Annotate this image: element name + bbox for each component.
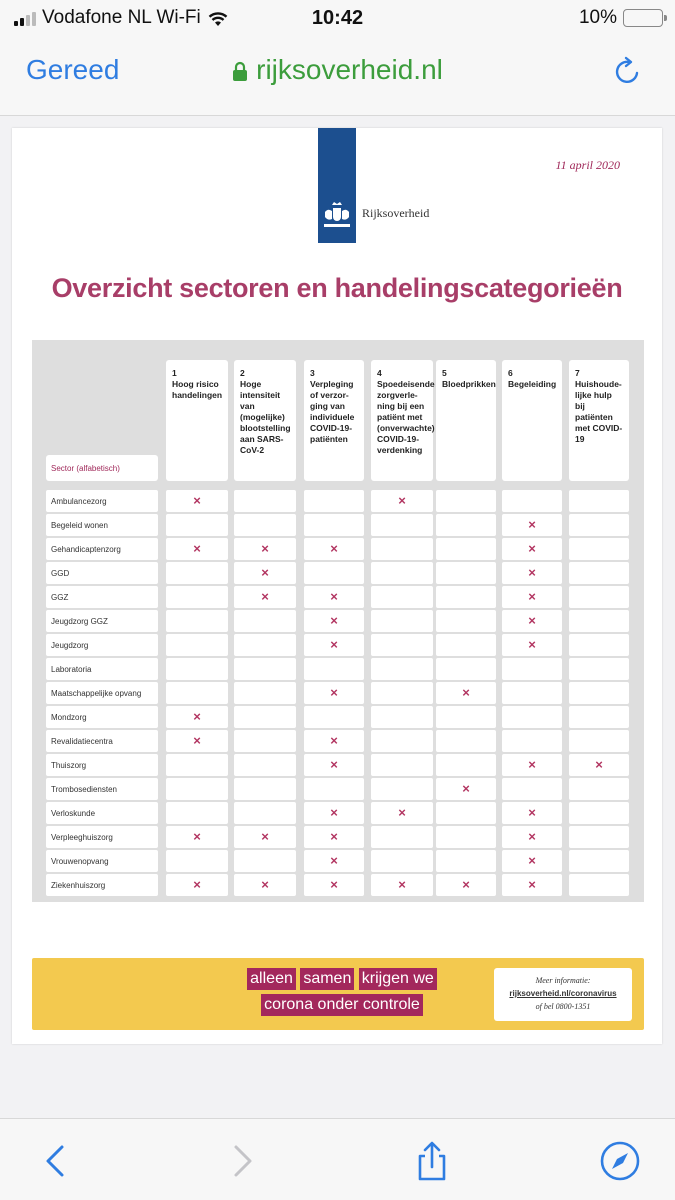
cross-mark-icon: × (304, 586, 364, 608)
cross-mark-icon: × (502, 826, 562, 848)
rijksoverheid-logo (318, 128, 356, 243)
clock: 10:42 (311, 7, 364, 29)
table-row (46, 778, 636, 800)
info-link[interactable]: rijksoverheid.nl/coronavirus (509, 989, 617, 998)
table-row (46, 658, 636, 680)
cross-mark-icon: × (304, 730, 364, 752)
battery-icon (623, 9, 663, 27)
browser-toolbar (0, 1118, 675, 1200)
empty-cell (371, 754, 433, 776)
empty-cell (234, 658, 296, 680)
cross-mark-icon: × (371, 490, 433, 512)
sector-label: Revalidatiecentra (46, 730, 158, 752)
empty-cell (234, 754, 296, 776)
empty-cell (569, 826, 629, 848)
empty-cell (371, 658, 433, 680)
empty-cell (234, 778, 296, 800)
sector-label: Verloskunde (46, 802, 158, 824)
column-label: Hoge intensiteit van (mogelijke) blootstelling aan SARS-CoV-2 (240, 379, 291, 455)
empty-cell (436, 538, 496, 560)
empty-cell (371, 826, 433, 848)
cross-mark-icon: × (234, 826, 296, 848)
empty-cell (436, 730, 496, 752)
cross-mark-icon: × (166, 538, 228, 560)
sector-label: Maatschappelijke opvang (46, 682, 158, 704)
empty-cell (569, 538, 629, 560)
lock-icon (232, 61, 248, 81)
empty-cell (371, 634, 433, 656)
empty-cell (569, 730, 629, 752)
empty-cell (502, 730, 562, 752)
done-button[interactable]: Gereed (26, 54, 120, 85)
empty-cell (166, 610, 228, 632)
slogan-word: corona onder controle (261, 994, 423, 1016)
table-row (46, 850, 636, 872)
column-label: Spoedeisende zorgverle-ning bij een patiënt met (onverwachte) COVID-19-verdenking (377, 379, 435, 455)
empty-cell (436, 850, 496, 872)
cross-mark-icon: × (304, 802, 364, 824)
empty-cell (371, 682, 433, 704)
sector-label: Mondzorg (46, 706, 158, 728)
cross-mark-icon: × (304, 874, 364, 896)
empty-cell (371, 706, 433, 728)
sector-label: Vrouwenopvang (46, 850, 158, 872)
table-row (46, 754, 636, 776)
table-row (46, 586, 636, 608)
empty-cell (436, 634, 496, 656)
empty-cell (304, 514, 364, 536)
empty-cell (304, 658, 364, 680)
empty-cell (502, 682, 562, 704)
empty-cell (569, 682, 629, 704)
cross-mark-icon: × (502, 586, 562, 608)
empty-cell (166, 586, 228, 608)
empty-cell (436, 706, 496, 728)
sector-label: Thuiszorg (46, 754, 158, 776)
cross-mark-icon: × (502, 802, 562, 824)
cross-mark-icon: × (502, 562, 562, 584)
cross-mark-icon: × (436, 682, 496, 704)
empty-cell (304, 562, 364, 584)
empty-cell (166, 514, 228, 536)
cross-mark-icon: × (304, 610, 364, 632)
empty-cell (371, 538, 433, 560)
slogan (232, 968, 452, 1020)
cross-mark-icon: × (304, 826, 364, 848)
sector-label: Ambulancezorg (46, 490, 158, 512)
empty-cell (436, 586, 496, 608)
empty-cell (166, 778, 228, 800)
column-number: 7 (575, 368, 580, 378)
table-row (46, 682, 636, 704)
cross-mark-icon: × (502, 538, 562, 560)
empty-cell (436, 514, 496, 536)
compass-icon[interactable] (600, 1141, 640, 1181)
empty-cell (371, 514, 433, 536)
empty-cell (166, 682, 228, 704)
browser-nav-bar (0, 38, 675, 116)
status-bar (0, 0, 675, 38)
empty-cell (569, 586, 629, 608)
empty-cell (569, 514, 629, 536)
info-box (494, 968, 632, 1021)
empty-cell (166, 562, 228, 584)
cross-mark-icon: × (234, 538, 296, 560)
back-icon[interactable] (36, 1141, 76, 1181)
cross-mark-icon: × (304, 850, 364, 872)
column-label: Huishoude-lijke hulp bij patiënten met COVID-19 (575, 379, 623, 444)
empty-cell (502, 706, 562, 728)
sector-matrix (32, 340, 644, 902)
empty-cell (569, 802, 629, 824)
column-label: Hoog risico handelingen (172, 379, 223, 400)
table-row (46, 538, 636, 560)
slogan-word: krijgen we (359, 968, 437, 990)
cross-mark-icon: × (502, 850, 562, 872)
cross-mark-icon: × (166, 874, 228, 896)
empty-cell (371, 730, 433, 752)
table-row (46, 706, 636, 728)
empty-cell (569, 850, 629, 872)
info-title: Meer informatie: (535, 976, 591, 985)
sector-label: Verpleeghuiszorg (46, 826, 158, 848)
slogan-line-2 (232, 994, 452, 1016)
cross-mark-icon: × (234, 562, 296, 584)
empty-cell (569, 634, 629, 656)
sector-label: Jeugdzorg GGZ (46, 610, 158, 632)
empty-cell (436, 826, 496, 848)
logo-text: Rijksoverheid (362, 206, 430, 220)
empty-cell (436, 490, 496, 512)
empty-cell (502, 490, 562, 512)
empty-cell (166, 634, 228, 656)
table-row (46, 514, 636, 536)
cross-mark-icon: × (502, 874, 562, 896)
slogan-line-1 (232, 968, 452, 990)
cross-mark-icon: × (234, 874, 296, 896)
empty-cell (569, 490, 629, 512)
empty-cell (166, 802, 228, 824)
table-row (46, 730, 636, 752)
empty-cell (304, 706, 364, 728)
cross-mark-icon: × (166, 826, 228, 848)
empty-cell (569, 778, 629, 800)
forward-icon[interactable] (222, 1141, 262, 1181)
empty-cell (234, 490, 296, 512)
sector-label: Begeleid wonen (46, 514, 158, 536)
slogan-word: alleen (247, 968, 296, 990)
column-number: 6 (508, 368, 513, 378)
cross-mark-icon: × (166, 730, 228, 752)
table-row (46, 634, 636, 656)
empty-cell (234, 682, 296, 704)
empty-cell (234, 610, 296, 632)
cross-mark-icon: × (304, 754, 364, 776)
reload-icon[interactable] (613, 56, 643, 86)
cross-mark-icon: × (436, 778, 496, 800)
empty-cell (234, 730, 296, 752)
column-number: 1 (172, 368, 177, 378)
column-header-4 (371, 360, 433, 481)
cross-mark-icon: × (502, 634, 562, 656)
empty-cell (569, 610, 629, 632)
info-phone: of bel 0800-1351 (535, 1002, 591, 1011)
column-number: 4 (377, 368, 382, 378)
sector-label: GGD (46, 562, 158, 584)
empty-cell (304, 490, 364, 512)
empty-cell (569, 874, 629, 896)
empty-cell (436, 802, 496, 824)
document-date: 11 april 2020 (555, 158, 620, 172)
empty-cell (502, 778, 562, 800)
cross-mark-icon: × (234, 586, 296, 608)
table-row (46, 562, 636, 584)
empty-cell (569, 562, 629, 584)
column-header-6 (502, 360, 562, 481)
status-right (579, 7, 663, 29)
battery-percent: 10% (578, 7, 617, 28)
empty-cell (234, 634, 296, 656)
empty-cell (436, 754, 496, 776)
column-number: 2 (240, 368, 245, 378)
empty-cell (304, 778, 364, 800)
column-header-5 (436, 360, 496, 481)
cross-mark-icon: × (502, 754, 562, 776)
page-title: Overzicht sectoren en handelingscategorieën (51, 273, 623, 303)
empty-cell (569, 658, 629, 680)
table-row (46, 874, 636, 896)
cross-mark-icon: × (304, 682, 364, 704)
cross-mark-icon: × (371, 802, 433, 824)
sector-label: Jeugdzorg (46, 634, 158, 656)
cross-mark-icon: × (166, 490, 228, 512)
cross-mark-icon: × (304, 634, 364, 656)
cross-mark-icon: × (569, 754, 629, 776)
table-row (46, 826, 636, 848)
column-number: 5 (442, 368, 447, 378)
sector-label: Ziekenhuiszorg (46, 874, 158, 896)
cross-mark-icon: × (436, 874, 496, 896)
cross-mark-icon: × (166, 706, 228, 728)
sector-label: Laboratoria (46, 658, 158, 680)
empty-cell (166, 754, 228, 776)
document-page (12, 128, 662, 1044)
empty-cell (436, 658, 496, 680)
empty-cell (234, 706, 296, 728)
cross-mark-icon: × (304, 538, 364, 560)
sector-label: Trombosediensten (46, 778, 158, 800)
empty-cell (166, 658, 228, 680)
column-label: Bloedprikken (442, 379, 496, 389)
table-row (46, 490, 636, 512)
empty-cell (234, 514, 296, 536)
coat-of-arms-icon (321, 200, 353, 230)
column-header-3 (304, 360, 364, 481)
sector-column-header: Sector (alfabetisch) (46, 455, 158, 481)
url-bar[interactable] (0, 54, 675, 86)
empty-cell (234, 850, 296, 872)
cross-mark-icon: × (502, 514, 562, 536)
empty-cell (569, 706, 629, 728)
url-text: rijksoverheid.nl (256, 54, 443, 85)
cross-mark-icon: × (371, 874, 433, 896)
column-header-1 (166, 360, 228, 481)
campaign-banner (32, 958, 644, 1030)
empty-cell (371, 850, 433, 872)
column-header-2 (234, 360, 296, 481)
column-number: 3 (310, 368, 315, 378)
column-label: Verpleging of verzor-ging van individuele COVID-19-patiënten (310, 379, 355, 444)
empty-cell (371, 586, 433, 608)
empty-cell (502, 658, 562, 680)
sector-label: Gehandicaptenzorg (46, 538, 158, 560)
sector-label: GGZ (46, 586, 158, 608)
cross-mark-icon: × (502, 610, 562, 632)
carrier-label: Vodafone NL Wi-Fi (42, 7, 201, 28)
table-row (46, 802, 636, 824)
empty-cell (436, 562, 496, 584)
slogan-word: samen (300, 968, 354, 990)
column-header-7 (569, 360, 629, 481)
empty-cell (234, 802, 296, 824)
empty-cell (371, 610, 433, 632)
table-row (46, 610, 636, 632)
empty-cell (371, 778, 433, 800)
empty-cell (166, 850, 228, 872)
empty-cell (371, 562, 433, 584)
column-label: Begeleiding (508, 379, 557, 389)
share-icon[interactable] (412, 1141, 452, 1181)
empty-cell (436, 610, 496, 632)
